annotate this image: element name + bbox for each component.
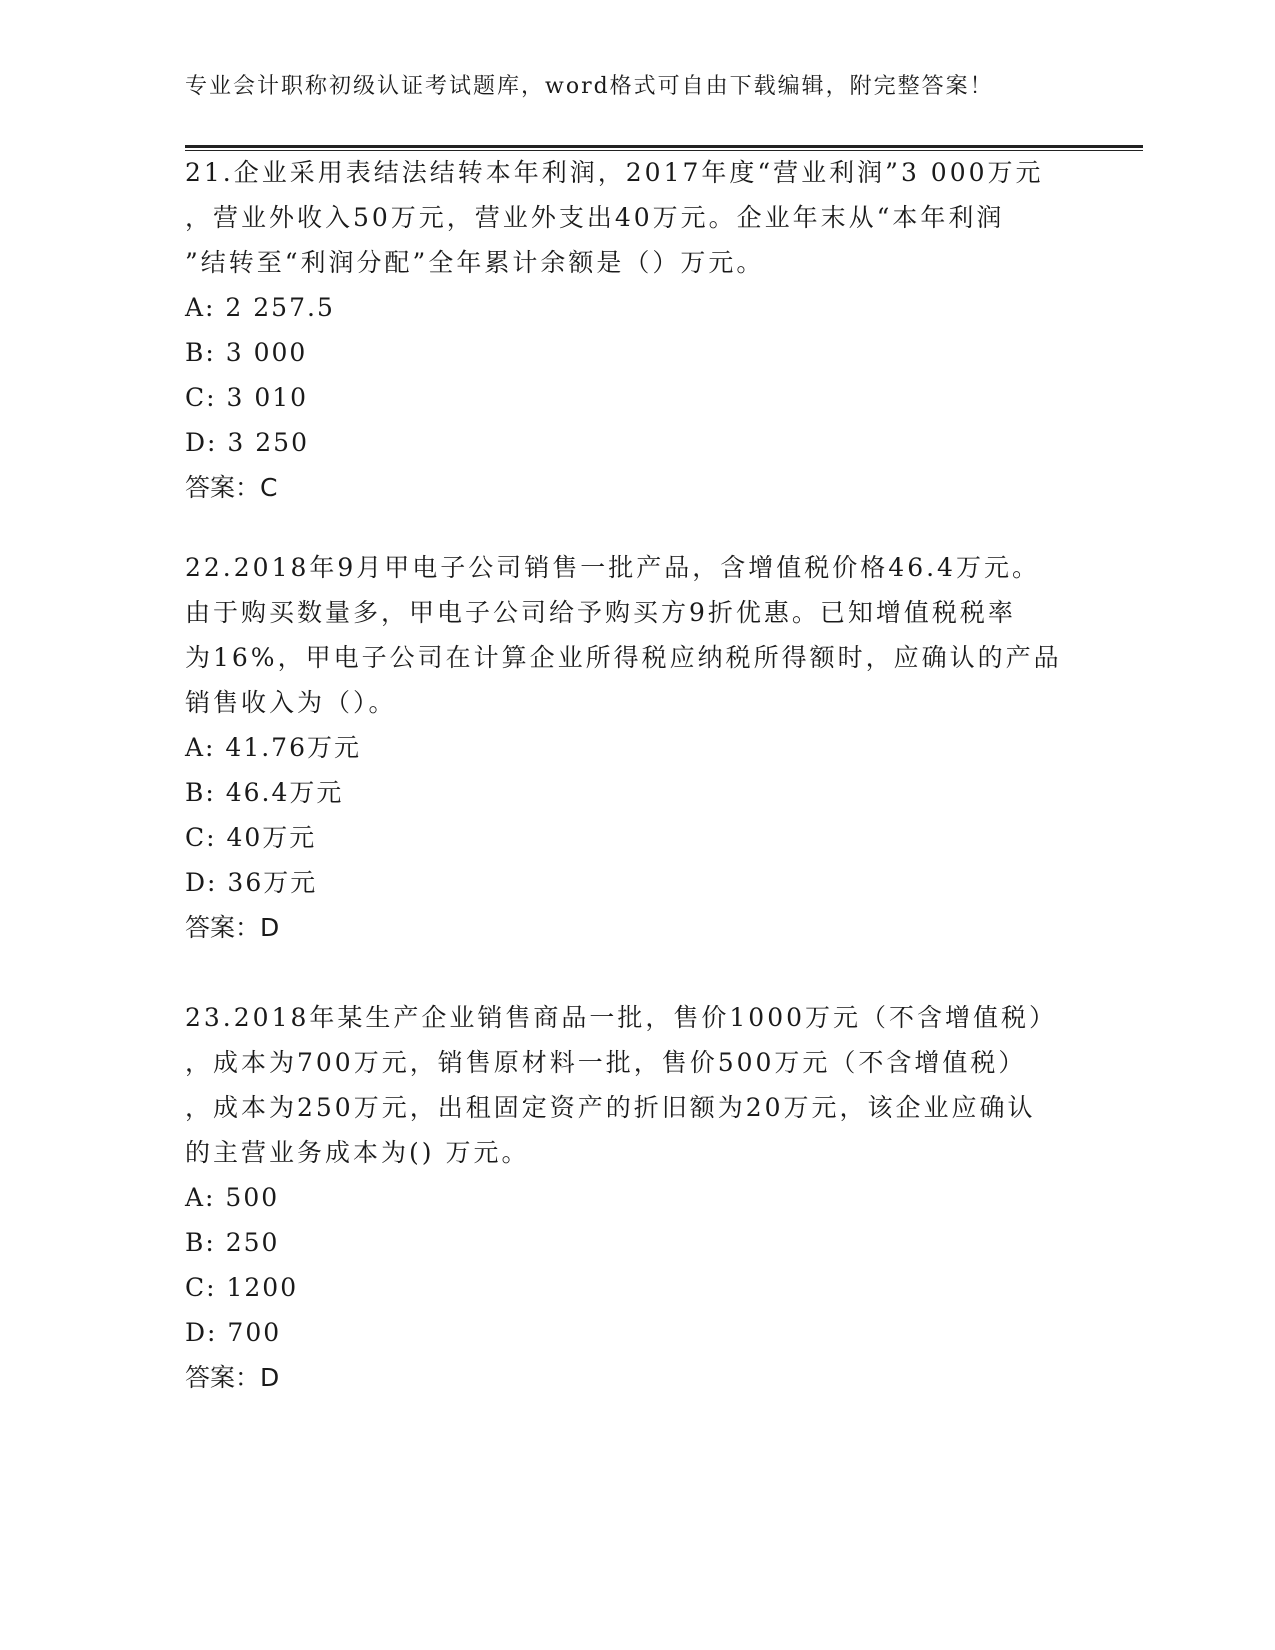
question-stem-line: ，成本为250万元，出租固定资产的折旧额为20万元，该企业应确认 (185, 1093, 1036, 1122)
question-stem-line: 由于购买数量多，甲电子公司给予购买方9折优惠。已知增值税税率 (185, 598, 1016, 627)
option-d: D: 3 250 (185, 428, 309, 457)
option-a: A: 500 (185, 1183, 280, 1212)
option-d: D: 700 (185, 1318, 282, 1347)
page-header: 专业会计职称初级认证考试题库，word格式可自由下载编辑，附完整答案！ (185, 74, 994, 99)
question-stem-line: ，成本为700万元，销售原材料一批，售价500万元（不含增值税） (185, 1048, 1027, 1077)
option-b: B: 250 (185, 1228, 280, 1257)
option-c: C: 3 010 (185, 383, 309, 412)
question-stem-line: 的主营业务成本为() 万元。 (185, 1138, 530, 1167)
option-a: A: 41.76万元 (185, 733, 361, 762)
header-divider-thick (185, 145, 1143, 148)
question-22 (185, 545, 1085, 950)
answer-label: 答案：D (185, 1363, 280, 1392)
option-b: B: 3 000 (185, 338, 308, 367)
option-b: B: 46.4万元 (185, 778, 344, 807)
option-a: A: 2 257.5 (185, 293, 335, 322)
option-c: C: 1200 (185, 1273, 299, 1302)
answer-label: 答案：D (185, 913, 280, 942)
question-23 (185, 995, 1085, 1400)
question-stem-line: 为16%，甲电子公司在计算企业所得税应纳税所得额时，应确认的产品 (185, 643, 1062, 672)
question-stem-line: ，营业外收入50万元，营业外支出40万元。企业年末从“本年利润 (185, 203, 1005, 232)
question-stem-line: 销售收入为（）。 (185, 688, 397, 717)
question-stem-line: 23.2018年某生产企业销售商品一批，售价1000万元（不含增值税） (185, 1003, 1058, 1032)
question-stem-line: 21.企业采用表结法结转本年利润，2017年度“营业利润”3 000万元 (185, 158, 1044, 187)
question-stem-line: ”结转至“利润分配”全年累计余额是（）万元。 (185, 248, 765, 277)
question-stem-line: 22.2018年9月甲电子公司销售一批产品，含增值税价格46.4万元。 (185, 553, 1040, 582)
option-c: C: 40万元 (185, 823, 317, 852)
question-21 (185, 150, 1085, 510)
option-d: D: 36万元 (185, 868, 318, 897)
answer-label: 答案：C (185, 473, 278, 502)
